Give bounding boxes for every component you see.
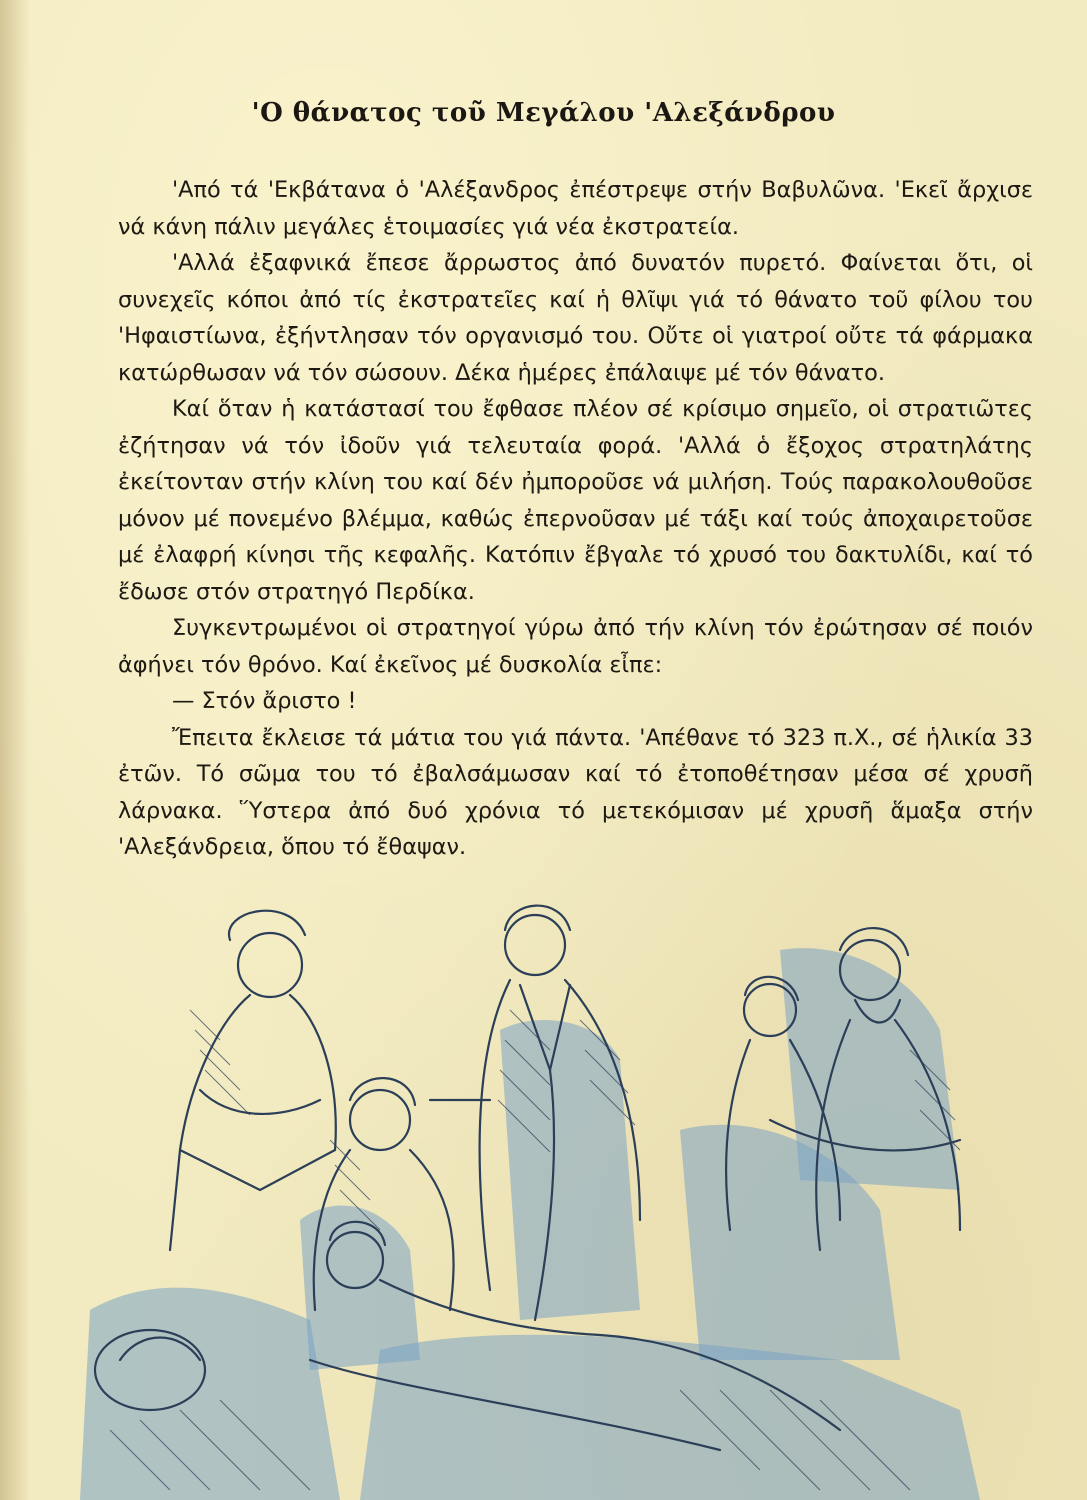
page-title: 'Ο θάνατος τοῦ Μεγάλου 'Αλεξάνδρου xyxy=(251,98,836,128)
dialogue-line: — Στόν ἄριστο ! xyxy=(172,688,357,714)
paragraph: Καί ὅταν ἡ κατάστασί του ἔφθασε πλέον σέ κρίσιμο σημεῖο, οἱ στρατιῶτες ἐζήτησαν νά τόν ἰδοῦν γιά τελευταία φορά. 'Αλλά ὁ ἔξοχος στρατηλάτης ἐκείτονταν στήν κλίνη του καί δέν ἠμποροῦσε νά μιλήση. Τούς παρακολουθοῦσε μόνον μέ πονεμένο βλέμμα, καθώς ἐπερνοῦσαν μέ τάξι καί τούς ἀποχαιρετοῦσε μέ ἐλαφρή κίνησι τῆς κεφαλῆς. Κατόπιν ἔβγαλε τό χρυσό του δακτυλίδι, καί τό ἔδωσε στόν στρατηγό Περδίκα. xyxy=(118,396,1033,605)
page-gutter-shadow xyxy=(0,0,30,1500)
engraving-illustration xyxy=(80,890,1040,1500)
paragraph: Ἔπειτα ἔκλεισε τά μάτια του γιά πάντα. 'Απέθανε τό 323 π.Χ., σέ ἡλικία 33 ἐτῶν. Τό σῶμα του τό ἐβαλσάμωσαν καί τό ἐτοποθέτησαν μέσα σέ χρυσῆ λάρνακα. Ὕστερα ἀπό δυό χρόνια τό μετεκόμισαν μέ χρυσῆ ἅμαξα στήν 'Αλεξάνδρεια, ὅπου τό ἔθαψαν. xyxy=(118,724,1033,860)
paragraph: 'Από τά 'Εκβάτανα ὁ 'Αλέξανδρος ἐπέστρεψε στήν Βαβυλῶνα. 'Εκεῖ ἄρχισε νά κάνη πάλιν μεγάλες ἑτοιμασίες γιά νέα ἐκστρατεία. xyxy=(118,177,1033,240)
paragraph: Συγκεντρωμένοι οἱ στρατηγοί γύρω ἀπό τήν κλίνη τόν ἐρώτησαν σέ ποιόν ἀφήνει τόν θρόνο. Καί ἐκεῖνος μέ δυσκολία εἶπε: xyxy=(118,615,1033,678)
article-body xyxy=(118,172,1033,866)
paragraph: 'Αλλά ἐξαφνικά ἔπεσε ἄρρωστος ἀπό δυνατόν πυρετό. Φαίνεται ὅτι, οἱ συνεχεῖς κόποι ἀπό τίς ἐκστρατεῖες καί ἡ θλῖψι γιά τό θάνατο τοῦ φίλου του 'Ηφαιστίωνα, ἐξήντλησαν τόν οργανισμό του. Οὔτε οἱ γιατροί οὔτε τά φάρμακα κατώρθωσαν νά τόν σώσουν. Δέκα ἡμέρες ἐπάλαιψε μέ τόν θάνατο. xyxy=(118,250,1033,386)
